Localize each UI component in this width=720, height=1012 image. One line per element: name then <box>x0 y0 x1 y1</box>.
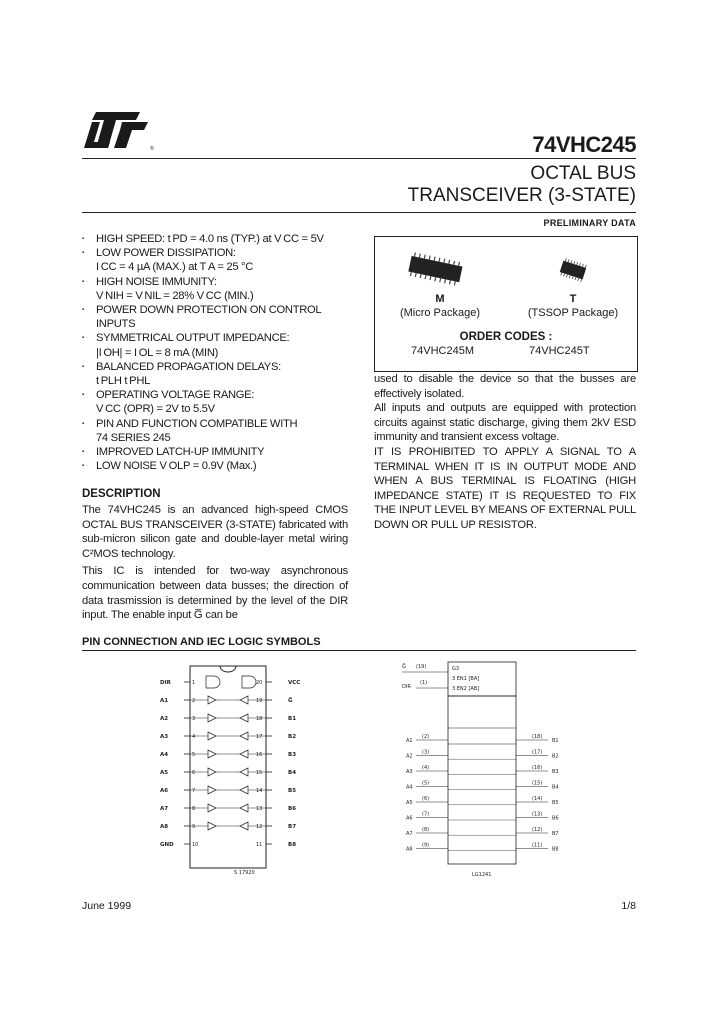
and-gate-b <box>242 676 256 688</box>
buffer-a-to-b <box>208 750 216 758</box>
iec-b-label: B4 <box>552 784 559 791</box>
pin-number: 18 <box>256 716 263 722</box>
iec-a-label: A8 <box>406 846 413 853</box>
pin-number: 2 <box>192 698 196 704</box>
title-rule <box>82 212 636 213</box>
iec-logic-symbol <box>402 662 559 878</box>
feature-item: ▪ OPERATING VOLTAGE RANGE: V CC (OPR) = 2V to 5.5V <box>82 388 364 416</box>
title-line-2: TRANSCEIVER (3-STATE) <box>407 185 636 206</box>
pin-number: 5 <box>192 752 196 758</box>
pin-number: 9 <box>192 824 196 830</box>
iec-a-label: A6 <box>406 815 413 822</box>
buffer-b-to-a <box>240 804 248 812</box>
status-label: PRELIMINARY DATA <box>543 218 636 228</box>
pin-number: 6 <box>192 770 196 776</box>
micro-package-image <box>403 251 467 291</box>
pin-label-right: G̅ <box>288 698 293 704</box>
pin-label-left: DIR <box>160 680 171 686</box>
iec-code: LG1241 <box>472 872 492 878</box>
part-number: 74VHC245 <box>532 132 636 157</box>
iec-a-pin: (9) <box>422 842 430 849</box>
pin-label-left: A8 <box>160 824 169 830</box>
iec-a-label: A7 <box>406 831 413 837</box>
iec-a-label: A1 <box>406 738 413 744</box>
pin-label-right: VCC <box>288 680 301 686</box>
buffer-b-to-a <box>240 786 248 794</box>
feature-item: ▪ BALANCED PROPAGATION DELAYS: t PLH t PHL <box>82 360 364 388</box>
buffer-b-to-a <box>240 750 248 758</box>
iec-b-label: B3 <box>552 769 559 775</box>
tssop-package-image <box>555 255 591 285</box>
pin-number: 16 <box>256 752 263 758</box>
pin-number: 7 <box>192 788 196 794</box>
pin-label-left: A1 <box>160 698 169 704</box>
iec-a-label: A3 <box>406 769 413 775</box>
iec-b-pin: (13) <box>532 811 543 818</box>
iec-a-pin: (7) <box>422 811 430 818</box>
iec-b-label: B1 <box>552 738 559 744</box>
iec-a-label: A4 <box>406 784 413 791</box>
iec-a-pin: (6) <box>422 796 430 802</box>
pin-label-left: A7 <box>160 806 169 812</box>
iec-b-pin: (15) <box>532 780 543 787</box>
pin-label-right: B2 <box>288 734 297 740</box>
pin-diagram-code: S 17920 <box>234 870 255 876</box>
feature-item: ▪ HIGH NOISE IMMUNITY: V NIH = V NIL = 28% V CC (MIN.) <box>82 275 364 303</box>
iec-ctrl-2: 3 EN1 [BA] <box>452 676 480 682</box>
order-code-m: 74VHC245M <box>411 345 474 357</box>
iec-b-label: B8 <box>552 846 559 853</box>
title-line-1: OCTAL BUS <box>530 163 636 184</box>
iec-dir-pin: (1) <box>420 680 428 686</box>
buffer-a-to-b <box>208 822 216 830</box>
footer-date: June 1999 <box>82 900 132 912</box>
feature-item: ▪ POWER DOWN PROTECTION ON CONTROL INPUTS <box>82 303 364 331</box>
buffer-a-to-b <box>208 768 216 776</box>
pin-number: 13 <box>256 806 263 812</box>
iec-ctrl-3: 3 EN2 [AB] <box>452 686 480 692</box>
continued-paragraph: used to disable the device so that the busses are effectively isolated. <box>374 373 636 400</box>
pin-connection-diagram <box>160 666 300 876</box>
st-logo <box>82 108 158 152</box>
feature-item: ▪ SYMMETRICAL OUTPUT IMPEDANCE: |I OH| = I OL = 8 mA (MIN) <box>82 331 364 359</box>
footer-page-number: 1/8 <box>621 900 636 912</box>
tssop-package-label: (TSSOP Package) <box>527 307 619 319</box>
iec-a-pin: (8) <box>422 827 430 833</box>
iec-a-pin: (5) <box>422 780 430 787</box>
iec-b-pin: (11) <box>532 842 543 849</box>
right-column-text <box>374 372 636 533</box>
micro-package-letter: M <box>435 293 445 305</box>
iec-g-label: G̅ <box>402 664 406 670</box>
iec-b-pin: (18) <box>532 734 543 740</box>
pin-label-right: B3 <box>288 752 297 758</box>
pin-number: 17 <box>256 734 263 740</box>
iec-a-label: A5 <box>406 800 413 806</box>
pin-number: 10 <box>192 842 199 848</box>
pin-diagrams <box>150 656 590 880</box>
package-box <box>374 236 638 372</box>
buffer-b-to-a <box>240 714 248 722</box>
buffer-b-to-a <box>240 696 248 704</box>
pin-number: 1 <box>192 680 196 686</box>
iec-dir-label: DIR <box>402 684 411 690</box>
iec-b-label: B6 <box>552 815 559 822</box>
pin-label-right: B1 <box>288 716 297 722</box>
iec-a-pin: (4) <box>422 765 430 771</box>
buffer-a-to-b <box>208 714 216 722</box>
pin-number: 11 <box>256 842 263 848</box>
iec-a-pin: (3) <box>422 749 430 756</box>
pin-label-right: B4 <box>288 770 297 776</box>
pin-label-right: B8 <box>288 842 297 848</box>
pin-number: 4 <box>192 734 196 740</box>
iec-a-label: A2 <box>406 753 413 760</box>
pin-label-left: A6 <box>160 788 169 794</box>
esd-paragraph: All inputs and outputs are equipped with protection circuits against static discharge, giving them 2kV ESD immunity and transient excess voltage. <box>374 402 636 444</box>
pin-number: 12 <box>256 824 263 830</box>
feature-item: ▪ LOW NOISE V OLP = 0.9V (Max.) <box>82 459 364 473</box>
warning-paragraph: IT IS PROHIBITED TO APPLY A SIGNAL TO A TERMINAL WHEN IT IS IN OUTPUT MODE AND WHEN A BUS TERMINAL IS FLOATING (HIGH IMPEDANCE STATE) IT IS REQUESTED TO FIX THE INPUT LEVEL BY MEANS OF EXTERNAL PULL DOWN OR PULL UP RESISTOR. <box>374 445 636 531</box>
pin-number: 8 <box>192 806 196 812</box>
iec-a-pin: (2) <box>422 734 430 740</box>
buffer-b-to-a <box>240 768 248 776</box>
pin-label-right: B5 <box>288 788 297 794</box>
order-codes-title: ORDER CODES : <box>459 331 553 343</box>
pin-label-left: GND <box>160 842 174 848</box>
pin-section-title: PIN CONNECTION AND IEC LOGIC SYMBOLS <box>82 636 321 648</box>
svg-text:®: ® <box>150 146 154 152</box>
pin-label-right: B7 <box>288 824 297 830</box>
iec-b-pin: (14) <box>532 796 543 802</box>
buffer-a-to-b <box>208 732 216 740</box>
pin-number: 3 <box>192 716 196 722</box>
iec-g-pin: (19) <box>416 664 427 670</box>
iec-b-pin: (17) <box>532 749 543 756</box>
iec-b-pin: (16) <box>532 765 543 771</box>
iec-b-label: B5 <box>552 800 559 806</box>
pin-number: 14 <box>256 788 263 794</box>
pin-label-left: A2 <box>160 716 169 722</box>
buffer-a-to-b <box>208 696 216 704</box>
description-paragraph: The 74VHC245 is an advanced high-speed CMOS OCTAL BUS TRANSCEIVER (3-STATE) fabricated with sub-micron silicon gate and double-layer metal wiring C²MOS technology. <box>82 504 348 560</box>
iec-b-label: B7 <box>552 831 559 837</box>
tssop-package-letter: T <box>569 293 577 305</box>
pin-label-left: A5 <box>160 770 169 776</box>
buffer-b-to-a <box>240 732 248 740</box>
pin-number: 20 <box>256 680 263 686</box>
description-title: DESCRIPTION <box>82 488 161 500</box>
iec-b-pin: (12) <box>532 827 543 833</box>
iec-b-label: B2 <box>552 753 559 760</box>
description-body <box>82 503 348 626</box>
and-gate-a <box>206 676 220 688</box>
pin-number: 19 <box>256 698 263 704</box>
pin-label-right: B6 <box>288 806 297 812</box>
feature-item: ▪ LOW POWER DISSIPATION: I CC = 4 µA (MAX.) at T A = 25 °C <box>82 246 364 274</box>
pin-number: 15 <box>256 770 263 776</box>
feature-list <box>82 232 364 473</box>
buffer-a-to-b <box>208 804 216 812</box>
order-code-t: 74VHC245T <box>529 345 590 357</box>
pin-title-rule <box>82 650 636 651</box>
pin-label-left: A4 <box>160 752 169 758</box>
buffer-b-to-a <box>240 822 248 830</box>
header-rule <box>82 158 636 159</box>
buffer-a-to-b <box>208 786 216 794</box>
pin-label-left: A3 <box>160 734 169 740</box>
feature-item: ▪ IMPROVED LATCH-UP IMMUNITY <box>82 445 364 459</box>
micro-package-label: (Micro Package) <box>399 307 481 319</box>
description-paragraph: This IC is intended for two-way asynchronous communication between data busses; the direction of data trasmission is determined by the level of the DIR input. The enable input G̅ can be <box>82 565 348 622</box>
feature-item: ▪ PIN AND FUNCTION COMPATIBLE WITH 74 SERIES 245 <box>82 417 364 445</box>
iec-ctrl-1: G3 <box>452 666 460 672</box>
feature-item: ▪ HIGH SPEED: t PD = 4.0 ns (TYP.) at V CC = 5V <box>82 232 364 246</box>
